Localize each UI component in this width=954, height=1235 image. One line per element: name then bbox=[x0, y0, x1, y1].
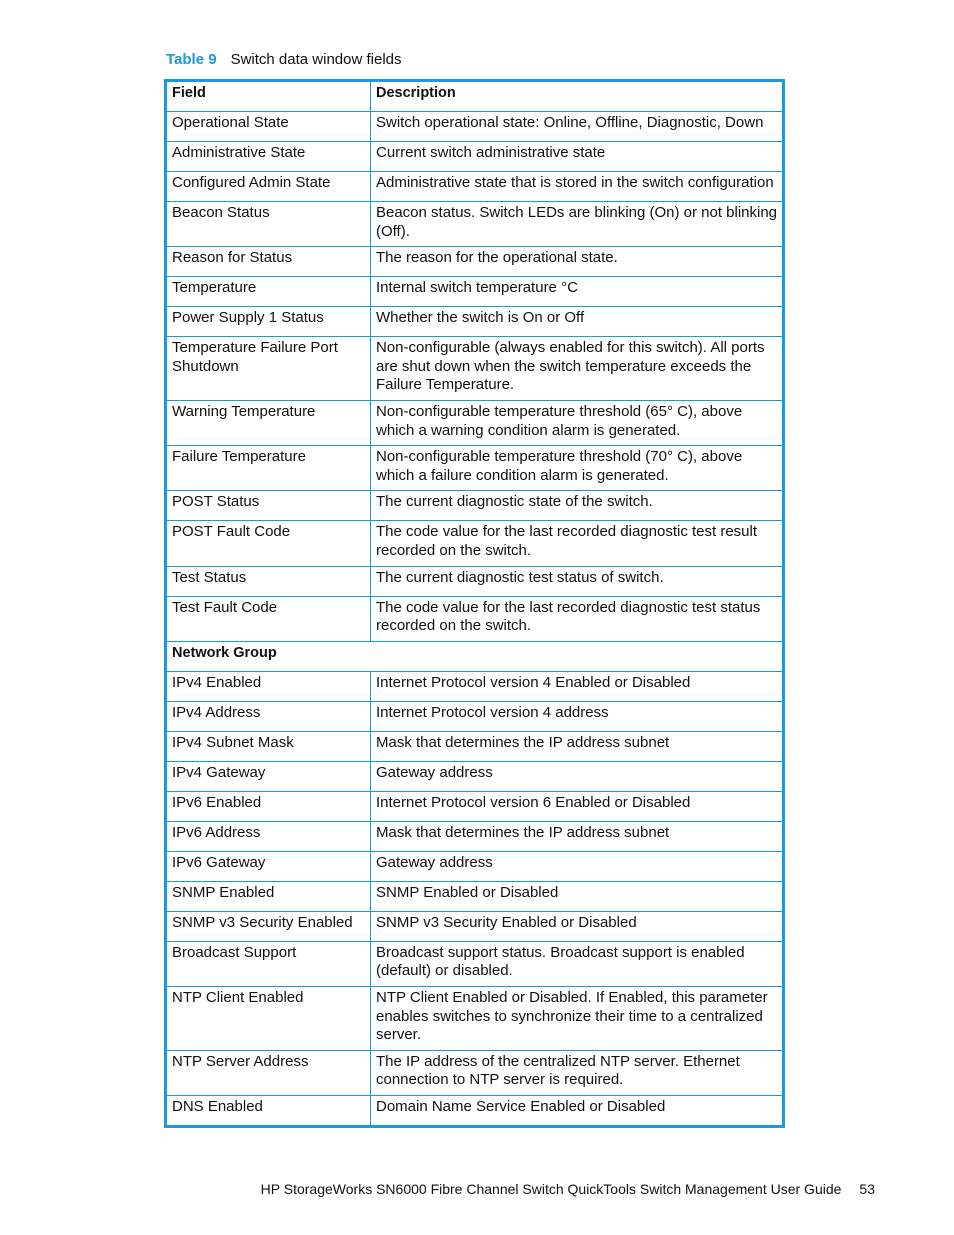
table-row bbox=[166, 307, 784, 337]
table-row bbox=[166, 112, 784, 142]
description-cell: Current switch administrative state bbox=[370, 142, 783, 172]
description-cell: Gateway address bbox=[370, 851, 783, 881]
description-cell: Domain Name Service Enabled or Disabled bbox=[370, 1095, 783, 1126]
table-row bbox=[166, 491, 784, 521]
description-cell: Internet Protocol version 4 address bbox=[370, 701, 783, 731]
table-row bbox=[166, 142, 784, 172]
table-row bbox=[166, 337, 784, 401]
description-cell: Mask that determines the IP address subnet bbox=[370, 821, 783, 851]
description-cell: Non-configurable (always enabled for this switch). All ports are shut down when the switch temperature exceeds the Failure Temperature. bbox=[370, 337, 783, 401]
table-row bbox=[166, 851, 784, 881]
field-cell: IPv6 Enabled bbox=[166, 791, 371, 821]
field-cell: SNMP Enabled bbox=[166, 881, 371, 911]
field-cell: IPv6 Gateway bbox=[166, 851, 371, 881]
table-caption bbox=[166, 50, 402, 70]
table-row bbox=[166, 1050, 784, 1095]
table-row bbox=[166, 791, 784, 821]
description-cell: SNMP v3 Security Enabled or Disabled bbox=[370, 911, 783, 941]
field-cell: Beacon Status bbox=[166, 202, 371, 247]
description-cell: Internet Protocol version 4 Enabled or Disabled bbox=[370, 671, 783, 701]
table-row bbox=[166, 202, 784, 247]
description-cell: Internal switch temperature °C bbox=[370, 277, 783, 307]
description-cell: Mask that determines the IP address subnet bbox=[370, 731, 783, 761]
field-cell: IPv4 Enabled bbox=[166, 671, 371, 701]
description-cell: SNMP Enabled or Disabled bbox=[370, 881, 783, 911]
footer-doc-title: HP StorageWorks SN6000 Fibre Channel Switch QuickTools Switch Management User Guide bbox=[260, 1181, 842, 1197]
description-cell: NTP Client Enabled or Disabled. If Enabled, this parameter enables switches to synchronize their time to a centralized server. bbox=[370, 986, 783, 1050]
table-row bbox=[166, 247, 784, 277]
field-cell: NTP Server Address bbox=[166, 1050, 371, 1095]
table-row bbox=[166, 172, 784, 202]
table-row bbox=[166, 761, 784, 791]
table-row bbox=[166, 1095, 784, 1126]
field-cell: Failure Temperature bbox=[166, 446, 371, 491]
table-row bbox=[166, 596, 784, 641]
description-cell: Non-configurable temperature threshold (65° C), above which a warning condition alarm is generated. bbox=[370, 400, 783, 445]
table-row bbox=[166, 446, 784, 491]
description-cell: Broadcast support status. Broadcast support is enabled (default) or disabled. bbox=[370, 941, 783, 986]
field-cell: POST Status bbox=[166, 491, 371, 521]
field-cell: DNS Enabled bbox=[166, 1095, 371, 1126]
field-cell: IPv4 Address bbox=[166, 701, 371, 731]
field-cell: IPv4 Gateway bbox=[166, 761, 371, 791]
description-cell: The current diagnostic state of the switch. bbox=[370, 491, 783, 521]
field-cell: IPv6 Address bbox=[166, 821, 371, 851]
table-row bbox=[166, 566, 784, 596]
field-cell: Test Status bbox=[166, 566, 371, 596]
field-cell: SNMP v3 Security Enabled bbox=[166, 911, 371, 941]
table-title: Switch data window fields bbox=[230, 51, 402, 68]
table-row bbox=[166, 400, 784, 445]
field-cell: Administrative State bbox=[166, 142, 371, 172]
field-cell: NTP Client Enabled bbox=[166, 986, 371, 1050]
description-cell: Whether the switch is On or Off bbox=[370, 307, 783, 337]
table-row bbox=[166, 821, 784, 851]
field-cell: Broadcast Support bbox=[166, 941, 371, 986]
description-cell: The reason for the operational state. bbox=[370, 247, 783, 277]
page-footer bbox=[261, 1179, 875, 1199]
table-row bbox=[166, 277, 784, 307]
field-cell: Test Fault Code bbox=[166, 596, 371, 641]
field-cell: POST Fault Code bbox=[166, 521, 371, 566]
description-cell: Switch operational state: Online, Offline, Diagnostic, Down bbox=[370, 112, 783, 142]
table-body bbox=[166, 81, 784, 1127]
description-cell: Gateway address bbox=[370, 761, 783, 791]
table-row bbox=[166, 671, 784, 701]
description-cell: The code value for the last recorded diagnostic test status recorded on the switch. bbox=[370, 596, 783, 641]
table-row bbox=[166, 911, 784, 941]
table-row bbox=[166, 731, 784, 761]
switch-data-fields-table bbox=[164, 79, 785, 1128]
description-cell: Beacon status. Switch LEDs are blinking (On) or not blinking (Off). bbox=[370, 202, 783, 247]
description-cell: Non-configurable temperature threshold (70° C), above which a failure condition alarm is generated. bbox=[370, 446, 783, 491]
table-row bbox=[166, 521, 784, 566]
field-cell: Power Supply 1 Status bbox=[166, 307, 371, 337]
table-number: Table 9 bbox=[166, 51, 217, 68]
field-cell: Operational State bbox=[166, 112, 371, 142]
field-cell: Reason for Status bbox=[166, 247, 371, 277]
page-number: 53 bbox=[859, 1181, 875, 1197]
group-row-network bbox=[166, 641, 784, 671]
header-field: Field bbox=[166, 81, 371, 112]
table-header-row bbox=[166, 81, 784, 112]
group-label: Network Group bbox=[166, 641, 784, 671]
field-cell: IPv4 Subnet Mask bbox=[166, 731, 371, 761]
description-cell: The IP address of the centralized NTP server. Ethernet connection to NTP server is required. bbox=[370, 1050, 783, 1095]
description-cell: The current diagnostic test status of switch. bbox=[370, 566, 783, 596]
table-row bbox=[166, 986, 784, 1050]
field-cell: Warning Temperature bbox=[166, 400, 371, 445]
header-description: Description bbox=[370, 81, 783, 112]
field-cell: Temperature bbox=[166, 277, 371, 307]
table-row bbox=[166, 941, 784, 986]
description-cell: Administrative state that is stored in the switch configuration bbox=[370, 172, 783, 202]
field-cell: Configured Admin State bbox=[166, 172, 371, 202]
description-cell: Internet Protocol version 6 Enabled or Disabled bbox=[370, 791, 783, 821]
table-row bbox=[166, 881, 784, 911]
table-row bbox=[166, 701, 784, 731]
field-cell: Temperature Failure Port Shutdown bbox=[166, 337, 371, 401]
description-cell: The code value for the last recorded diagnostic test result recorded on the switch. bbox=[370, 521, 783, 566]
